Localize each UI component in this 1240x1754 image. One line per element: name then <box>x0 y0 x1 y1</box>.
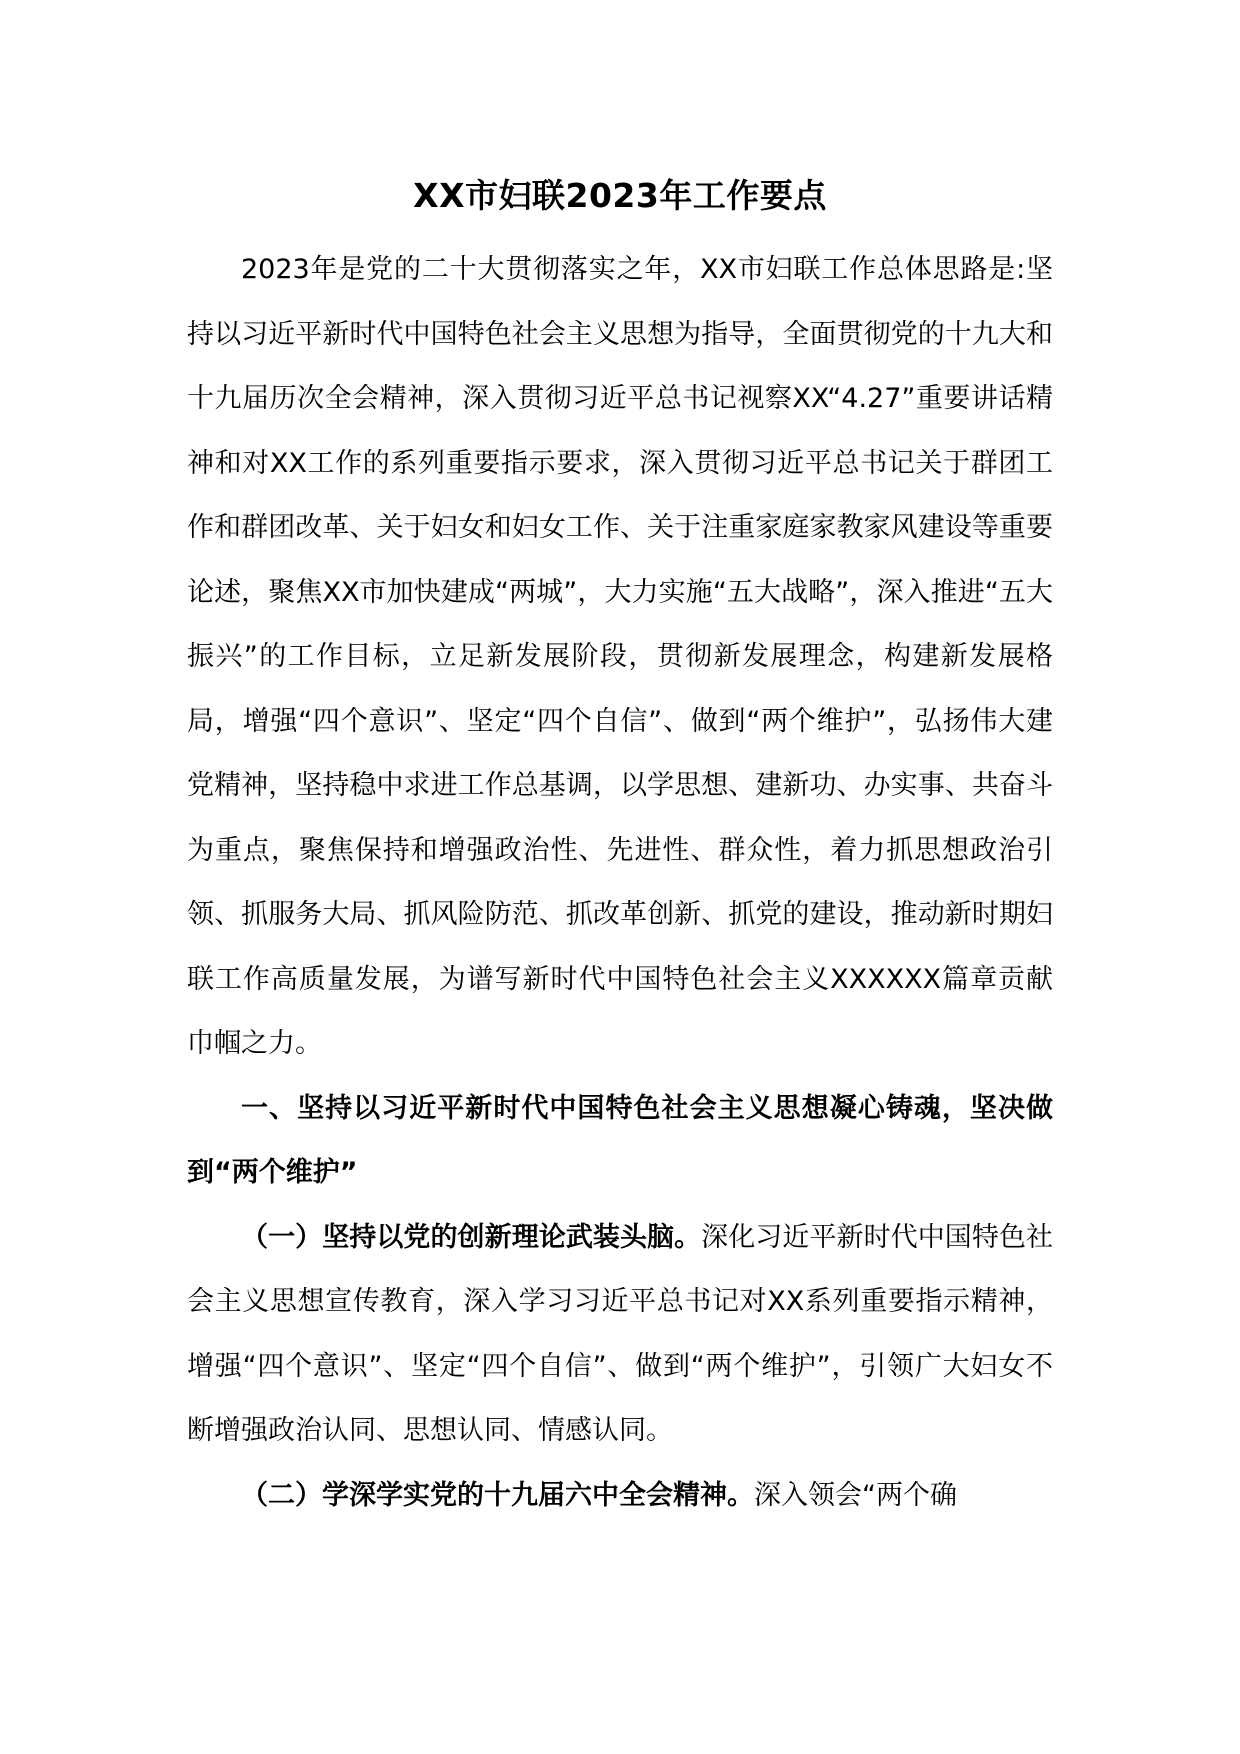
document-body <box>187 238 1053 1528</box>
item-paragraph-2 <box>187 1464 1053 1529</box>
item-paragraph-1 <box>187 1206 1053 1464</box>
item-text-1: 深化习近平新时代中国特色社会主义思想宣传教育，深入学习习近平总书记对XX系列重要指示精神，增强“四个意识”、坚定“四个自信”、做到“两个维护”，引领广大妇女不断增强政治认同、思想认同、情感认同。 <box>187 1221 1053 1446</box>
section-heading-1: 一、坚持以习近平新时代中国特色社会主义思想凝心铸魂，坚决做到“两个维护” <box>187 1092 1053 1188</box>
item-lead-1: （一）坚持以党的创新理论武装头脑。 <box>241 1221 702 1253</box>
document-title: XX市妇联2023年工作要点 <box>413 176 827 215</box>
item-lead-2: （二）学深学实党的十九届六中全会精神。 <box>241 1479 754 1511</box>
intro-paragraph: 2023年是党的二十大贯彻落实之年，XX市妇联工作总体思路是:坚持以习近平新时代中国特色社会主义思想为指导，全面贯彻党的十九大和十九届历次全会精神，深入贯彻习近平总书记视察XX“4.27”重要讲话精神和对XX工作的系列重要指示要求，深入贯彻习近平总书记关于群团工作和群团改革、关于妇女和妇女工作、关于注重家庭家教家风建设等重要论述，聚焦XX市加快建成“两城”，大力实施“五大战略”，深入推进“五大振兴”的工作目标，立足新发展阶段，贯彻新发展理念，构建新发展格局，增强“四个意识”、坚定“四个自信”、做到“两个维护”，弘扬伟大建党精神，坚持稳中求进工作总基调，以学思想、建新功、办实事、共奋斗为重点，聚焦保持和增强政治性、先进性、群众性，着力抓思想政治引领、抓服务大局、抓风险防范、抓改革创新、抓党的建设，推动新时期妇联工作高质量发展，为谱写新时代中国特色社会主义XXXXXX篇章贡献巾帼之力。 <box>187 254 1053 1059</box>
item-text-2: 深入领会“两个确 <box>754 1479 957 1511</box>
